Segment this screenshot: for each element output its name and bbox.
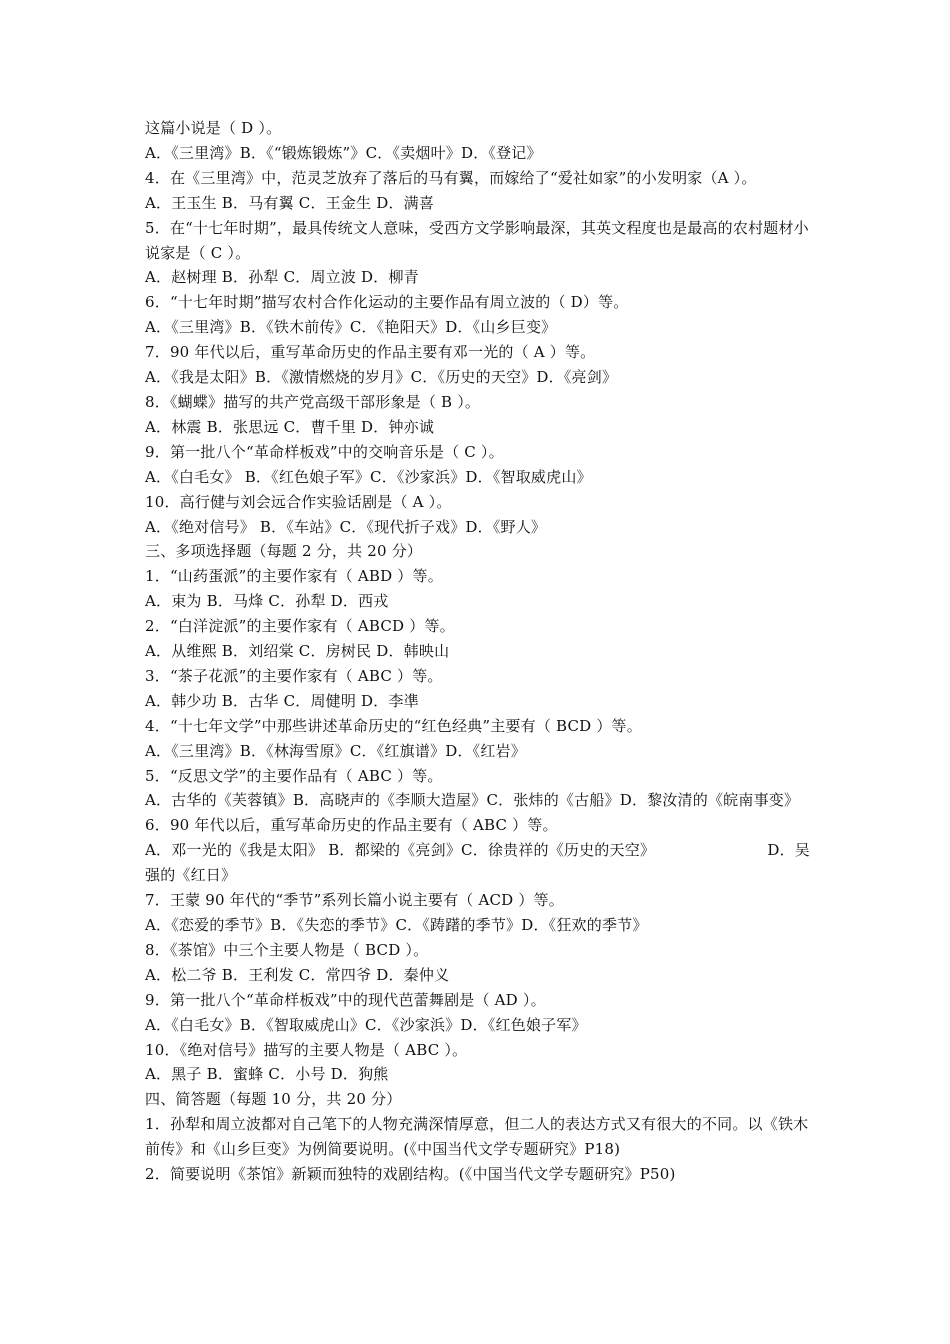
text-line: 10．《绝对信号》描写的主要人物是（ ABC ）。 — [145, 1040, 468, 1059]
text-line: 7．90 年代以后，重写革命历史的作品主要有邓一光的（ A ）等。 — [145, 343, 596, 362]
text-line: A．《恋爱的季节》B．《失恋的季节》C．《踌躇的季节》D．《狂欢的季节》 — [145, 916, 648, 934]
text-line: 10．高行健与刘会远合作实验话剧是（ A ）。 — [145, 492, 452, 511]
text-line: 8．《蝴蝶》描写的共产党高级干部形象是（ B ）。 — [145, 392, 481, 411]
text-line: 4．“十七年文学”中那些讲述革命历史的“红色经典”主要有（ BCD ）等。 — [145, 716, 642, 735]
text-line: A．《三里湾》B．《林海雪原》C．《红旗谱》D．《红岩》 — [145, 741, 526, 760]
text-line: A．林震 B．张思远 C．曹千里 D．钟亦诚 — [145, 417, 435, 436]
text-segment: D．吴 — [767, 841, 810, 860]
text-line: A．赵树理 B．孙犁 C．周立波 D．柳青 — [145, 268, 419, 287]
text-line — [145, 838, 810, 863]
section-heading: 四、简答题（每题 10 分，共 20 分） — [145, 1090, 402, 1109]
text-line: A．松二爷 B．王利发 C．常四爷 D．秦仲义 — [145, 965, 450, 984]
text-line: 9．第一批八个“革命样板戏”中的现代芭蕾舞剧是（ AD ）。 — [145, 990, 546, 1009]
text-line: 1．孙犁和周立波都对自己笔下的人物充满深情厚意，但二人的表达方式又有很大的不同。以《铁木前传》和《山乡巨变》为例简要说明。(《中国当代文学专题研究》P18) — [145, 1115, 809, 1159]
text-line: 9．第一批八个“革命样板戏”中的交响音乐是（ C ）。 — [145, 442, 504, 461]
text-segment: A．邓一光的《我是太阳》 B．都梁的《亮剑》C．徐贵祥的《历史的天空》 — [145, 841, 656, 860]
text-line: 2．“白洋淀派”的主要作家有（ ABCD ）等。 — [145, 617, 455, 636]
document-body — [145, 116, 810, 1187]
text-line: 这篇小说是（ D ）。 — [145, 119, 282, 137]
text-line: 3．“茶子花派”的主要作家有（ ABC ）等。 — [145, 666, 443, 685]
text-line: 5．“反思文学”的主要作品有（ ABC ）等。 — [145, 766, 443, 785]
text-line: A．《绝对信号》 B．《车站》C．《现代折子戏》D．《野人》 — [145, 517, 547, 536]
text-line: A．古华的《芙蓉镇》B．高晓声的《李顺大造屋》C．张炜的《古船》D．黎汝清的《皖南事变》 — [145, 791, 800, 810]
text-line: 6．“十七年时期”描写农村合作化运动的主要作品有周立波的（ D）等。 — [145, 293, 629, 312]
text-line: 5．在“十七年时期”，最具传统文人意味，受西方文学影响最深，其英文程度也是最高的农村题材小说家是（ C ）。 — [145, 218, 809, 262]
text-line: A．《三里湾》B．《铁木前传》C．《艳阳天》D．《山乡巨变》 — [145, 318, 557, 337]
text-line: 8．《茶馆》中三个主要人物是（ BCD ）。 — [145, 940, 429, 959]
text-line: 6．90 年代以后，重写革命历史的作品主要有（ ABC ）等。 — [145, 816, 558, 835]
text-line: 强的《红日》 — [145, 866, 237, 885]
text-line: A．黑子 B．蜜蜂 C．小号 D．狗熊 — [145, 1065, 389, 1084]
text-line: 7．王蒙 90 年代的“季节”系列长篇小说主要有（ ACD ）等。 — [145, 891, 564, 910]
text-line: A．从维熙 B．刘绍棠 C．房树民 D．韩映山 — [145, 642, 450, 661]
text-line: A．束为 B．马烽 C．孙犁 D．西戎 — [145, 592, 389, 611]
text-line: 1．“山药蛋派”的主要作家有（ ABD ）等。 — [145, 567, 443, 586]
text-line: A．《白毛女》B．《智取威虎山》C．《沙家浜》D．《红色娘子军》 — [145, 1015, 587, 1034]
section-heading: 三、多项选择题（每题 2 分，共 20 分） — [145, 542, 423, 561]
text-line: A．《我是太阳》B．《激情燃烧的岁月》C．《历史的天空》D．《亮剑》 — [145, 368, 618, 387]
text-line: A．《三里湾》B．《“锻炼锻炼”》C．《卖烟叶》D．《登记》 — [145, 143, 542, 162]
text-line: A．韩少功 B．古华 C．周健明 D．李凖 — [145, 691, 419, 710]
text-line: 2．简要说明《茶馆》新颖而独特的戏剧结构。(《中国当代文学专题研究》P50) — [145, 1165, 676, 1184]
text-line: A．王玉生 B．马有翼 C．王金生 D．满喜 — [145, 193, 435, 212]
text-line: 4．在《三里湾》中，范灵芝放弃了落后的马有翼，而嫁给了“爱社如家”的小发明家（A ）。 — [145, 168, 757, 187]
text-line: A．《白毛女》 B．《红色娘子军》C．《沙家浜》D．《智取威虎山》 — [145, 467, 592, 486]
